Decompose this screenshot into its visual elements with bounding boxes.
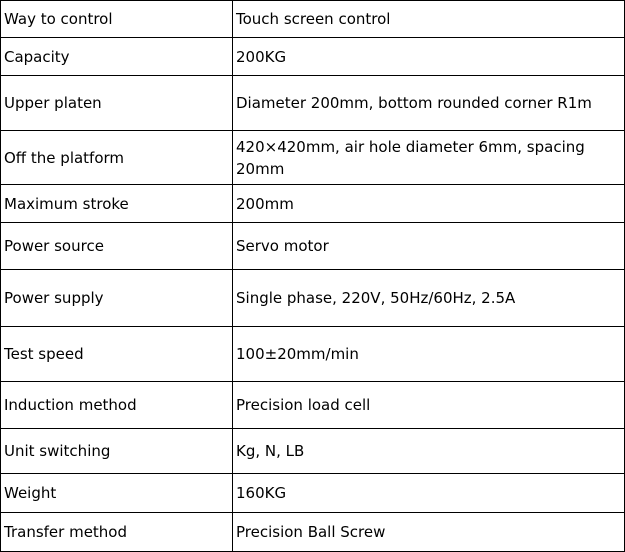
row-value: Precision Ball Screw (233, 513, 625, 552)
table-row (1, 382, 625, 429)
row-value: 420×420mm, air hole diameter 6mm, spacing 20mm (233, 131, 625, 185)
row-label: Power source (1, 223, 233, 270)
row-label: Weight (1, 474, 233, 513)
table-row (1, 1, 625, 38)
row-value: Servo motor (233, 223, 625, 270)
row-label: Unit switching (1, 429, 233, 474)
row-label: Test speed (1, 327, 233, 382)
table-row (1, 474, 625, 513)
row-label: Induction method (1, 382, 233, 429)
table-row (1, 270, 625, 327)
table-row (1, 429, 625, 474)
table-row (1, 513, 625, 552)
row-value: Kg, N, LB (233, 429, 625, 474)
row-value: 160KG (233, 474, 625, 513)
row-value: 100±20mm/min (233, 327, 625, 382)
row-label: Capacity (1, 38, 233, 76)
row-label: Off the platform (1, 131, 233, 185)
row-label: Upper platen (1, 76, 233, 131)
row-value: Precision load cell (233, 382, 625, 429)
table-row (1, 327, 625, 382)
row-label: Maximum stroke (1, 185, 233, 223)
table-row (1, 38, 625, 76)
table-row (1, 76, 625, 131)
row-value: 200mm (233, 185, 625, 223)
table-row (1, 185, 625, 223)
table-row (1, 223, 625, 270)
row-label: Transfer method (1, 513, 233, 552)
row-label: Way to control (1, 1, 233, 38)
row-value: Touch screen control (233, 1, 625, 38)
table-row (1, 131, 625, 185)
row-label: Power supply (1, 270, 233, 327)
row-value: Single phase, 220V, 50Hz/60Hz, 2.5A (233, 270, 625, 327)
row-value: Diameter 200mm, bottom rounded corner R1m (233, 76, 625, 131)
row-value: 200KG (233, 38, 625, 76)
